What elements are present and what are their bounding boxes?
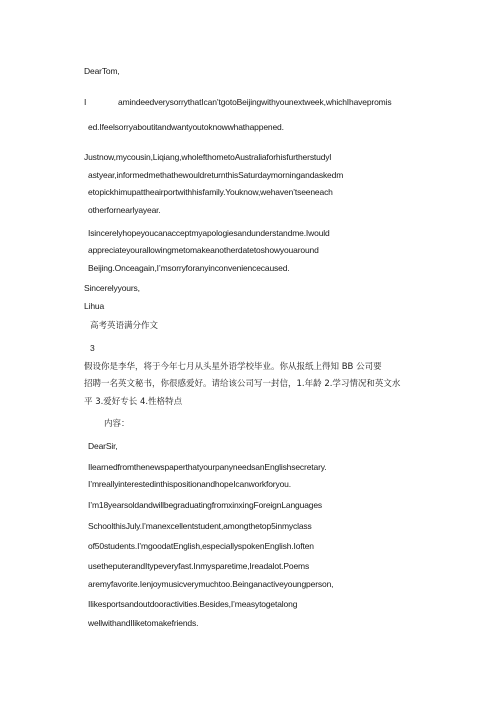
- letter1-p1-line2: ed.Ifeelsorryaboutitandwantyoutoknowwhathappened.: [88, 122, 284, 132]
- letter2-line7: aremyfavorite.Ienjoymusicverymuchtoo.Beinganactiveyoungperson,: [88, 579, 334, 589]
- letter1-signature: Lihua: [84, 301, 105, 311]
- letter2-line1: IlearnedfromthenewspaperthatyourpanyneedsanEnglishsecretary.: [88, 462, 327, 472]
- letter1-closing: Sincerelyyours,: [84, 283, 140, 293]
- letter1-p3-line2: appreciateyourallowingmetomakeanotherdatetoshowyouaround: [88, 245, 319, 255]
- letter1-p3-line3: Beijing.Onceagain,I’msorryforanyinconveniencecaused.: [88, 263, 290, 273]
- letter2-line8: Ilikesportsandoutdooractivities.Besides,I’measytogetalong: [88, 599, 298, 609]
- prompt-line1: 假设你是李华，将于今年七月从头星外语学校毕业。你从报纸上得知 BB 公司要: [84, 362, 382, 372]
- section-heading: 高考英语满分作文: [90, 321, 159, 331]
- letter1-salutation: DearTom,: [84, 66, 120, 76]
- letter2-salutation: DearSir,: [88, 441, 118, 451]
- letter1-p1-marker: I: [84, 97, 87, 107]
- prompt-content-label: 内容：: [104, 419, 130, 429]
- section-number: 3: [90, 343, 95, 353]
- letter2-line4: SchoolthisJuly.I’manexcellentstudent,amongthetop5inmyclass: [88, 521, 312, 531]
- letter2-line5: of50students.I’mgoodatEnglish,especiallyspokenEnglish.Ioften: [88, 541, 314, 551]
- prompt-line3: 平 3.爱好专长 4.性格特点: [84, 397, 183, 407]
- letter1-p2-line4: otherfornearlyayear.: [88, 205, 161, 215]
- letter1-p2-line2: astyear,informedmethathewouldreturnthisSaturdaymorningandaskedm: [88, 170, 344, 180]
- letter1-p2-line3: etopickhimupattheairportwithhisfamily.Youknow,wehaven’tseeneach: [88, 187, 333, 197]
- prompt-line2: 招聘一名英文秘书，你很感爱好。请给该公司写一封信，1.年龄 2.学习情况和英文水: [84, 379, 401, 389]
- letter2-line2: I’mreallyinterestedinthispositionandhopeIcanworkforyou.: [88, 479, 291, 489]
- letter1-p3-line1: Isincerelyhopeyoucanacceptmyapologiesandunderstandme.Iwould: [88, 228, 330, 238]
- letter1-p1-line1: amindeedverysorrythatIcan’tgotoBeijingwithyounextweek,whichIhavepromis: [118, 97, 392, 107]
- letter2-line3: I’m18yearsoldandwillbegraduatingfromxinxingForeignLanguages: [88, 500, 323, 510]
- letter1-p2-line1: Justnow,mycousin,Liqiang,wholefthometoAustraliaforhisfurtherstudyl: [84, 152, 332, 162]
- letter2-line9: wellwithandIliketomakefriends.: [88, 618, 199, 628]
- letter2-line6: usetheputerandItypeveryfast.Inmysparetime,Ireadalot.Poems: [88, 561, 310, 571]
